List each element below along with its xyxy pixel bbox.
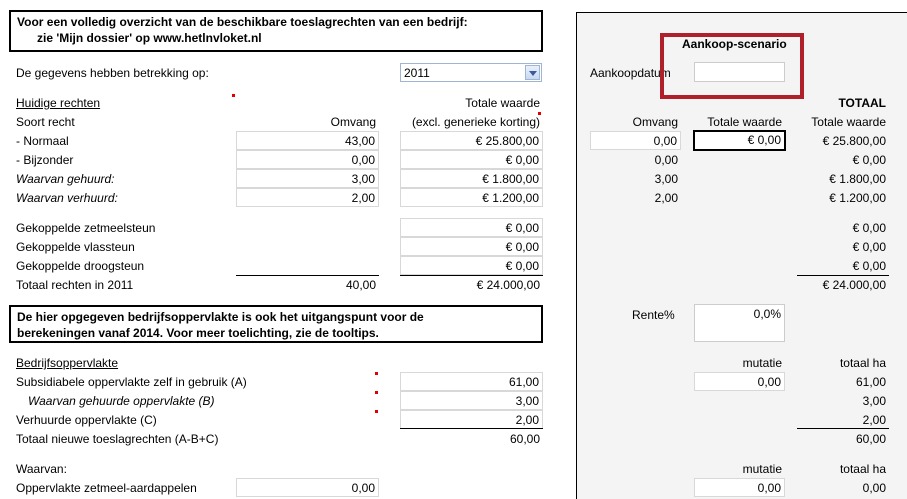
comment-marker[interactable] [538,112,541,115]
totaal-zetmeelsteun: € 0,00 [852,221,886,235]
totaal-ha-header-2: totaal ha [839,462,886,476]
area-total-a: 61,00 [855,375,886,389]
mutatie-header: mutatie [742,356,782,370]
area-total-divider [400,428,543,429]
row-label-area-c: Verhuurde oppervlakte (C) [16,413,157,427]
info-note-oppervlakte [9,305,543,343]
row-label-normaal: - Normaal [16,134,69,148]
scenario-waarde-field[interactable]: € 0,00 [693,130,786,151]
grand-total-divider [797,275,889,276]
waarde-normaal-field[interactable]: € 25.800,00 [400,131,543,150]
current-rights-heading: Huidige rechten [16,96,101,110]
info-note2-line1: De hier opgegeven bedrijfsoppervlakte is ook het uitgangspunt voor de [17,310,424,324]
totaal-vlassteun: € 0,00 [852,240,886,254]
info-note-line2: zie 'Mijn dossier' op www.hetlnvloket.nl [37,31,262,45]
row-label-vlassteun: Gekoppelde vlassteun [16,240,135,254]
totaal-waarde-header: Totale waarde [811,115,886,129]
vlassteun-input[interactable]: € 0,00 [400,237,543,256]
omvang-verhuurd-input[interactable]: 2,00 [236,188,379,207]
totaal-bijzonder: € 0,00 [852,153,886,167]
area-grand-divider [797,428,889,429]
total-rights-omvang: 40,00 [345,278,376,292]
totaal-droogsteun: € 0,00 [852,259,886,273]
omvang-bijzonder-input[interactable]: 0,00 [236,150,379,169]
highlight-box [660,33,804,99]
area-heading: Bedrijfsoppervlakte [16,356,119,370]
omvang-normaal-input[interactable]: 43,00 [236,131,379,150]
scenario-omvang-bijzonder: 0,00 [654,153,678,167]
omvang-gehuurd-input[interactable]: 3,00 [236,169,379,188]
zetmeelsteun-input[interactable]: € 0,00 [400,218,543,237]
totaal-gehuurd: € 1.800,00 [829,172,886,186]
area-total-value: 60,00 [509,432,540,446]
total-divider [236,275,379,276]
totaal-header: TOTAAL [838,96,886,110]
omvang-header: Omvang [330,115,376,129]
row-label-zetmeelsteun: Gekoppelde zetmeelsteun [16,221,156,235]
comment-marker[interactable] [232,94,235,97]
area-grand-total: 60,00 [855,432,886,446]
area-total-c: 2,00 [862,413,886,427]
grand-total-value: € 24.000,00 [822,278,886,292]
row-label-area-a: Subsidiabele oppervlakte zelf in gebruik (A) [16,375,247,389]
scenario-omvang-input[interactable]: 0,00 [590,131,681,150]
totaal-ha-header: totaal ha [839,356,886,370]
scenario-title: Aankoop-scenario [682,37,787,51]
total-rights-label: Totaal rechten in 2011 [16,278,134,292]
totaal-normaal: € 25.800,00 [822,134,886,148]
excl-korting-header: (excl. generieke korting) [411,115,540,129]
scenario-omvang-verhuurd: 2,00 [654,191,678,205]
area-mutatie-input[interactable]: 0,00 [694,372,785,391]
total-rights-waarde: € 24.000,00 [476,278,540,292]
area-a-input[interactable]: 61,00 [400,372,543,391]
zetmeel-area-input[interactable]: 0,00 [236,478,379,497]
mutatie-header-2: mutatie [742,462,782,476]
area-c-input[interactable]: 2,00 [400,410,543,429]
comment-marker[interactable] [375,391,378,394]
zetmeel-mutatie-input[interactable]: 0,00 [694,478,785,497]
row-label-bijzonder: - Bijzonder [16,153,74,167]
rente-input[interactable]: 0,0% [694,304,785,342]
info-note2-line2: berekeningen vanaf 2014. Voor meer toelichting, zie de tooltips. [17,326,379,340]
totaal-verhuurd: € 1.200,00 [829,191,886,205]
row-label-verhuurd: Waarvan verhuurd: [16,191,118,205]
scenario-omvang-gehuurd: 3,00 [654,172,678,186]
area-total-label: Totaal nieuwe toeslagrechten (A-B+C) [16,432,219,446]
total-divider [400,275,543,276]
zetmeel-area-label: Oppervlakte zetmeel-aardappelen [16,481,197,495]
waarde-gehuurd-field[interactable]: € 1.800,00 [400,169,543,188]
soort-recht-header: Soort recht [16,115,75,129]
row-label-gehuurd: Waarvan gehuurd: [16,172,115,186]
row-label-droogsteun: Gekoppelde droogsteun [16,259,145,273]
scenario-waarde-header: Totale waarde [707,115,782,129]
row-label-area-b: Waarvan gehuurde oppervlakte (B) [28,394,215,408]
waarde-verhuurd-field[interactable]: € 1.200,00 [400,188,543,207]
area-total-b: 3,00 [862,394,886,408]
year-select-value: 2011 [404,66,430,80]
chevron-down-icon[interactable] [525,65,540,80]
aankoopdatum-label: Aankoopdatum [590,66,671,80]
zetmeel-total: 0,00 [862,481,886,495]
waarde-bijzonder-field[interactable]: € 0,00 [400,150,543,169]
scenario-omvang-header: Omvang [632,115,678,129]
comment-marker[interactable] [375,410,378,413]
waarvan-label: Waarvan: [16,462,67,476]
year-select[interactable] [400,63,542,82]
info-note-dossier [9,10,543,52]
comment-marker[interactable] [375,372,378,375]
area-b-input[interactable]: 3,00 [400,391,543,410]
year-label: De gegevens hebben betrekking op: [16,66,209,80]
rente-label: Rente% [632,308,675,322]
info-note-line1: Voor een volledig overzicht van de beschikbare toeslagrechten van een bedrijf: [17,15,468,29]
total-value-header: Totale waarde [465,96,540,110]
droogsteun-input[interactable]: € 0,00 [400,256,543,275]
